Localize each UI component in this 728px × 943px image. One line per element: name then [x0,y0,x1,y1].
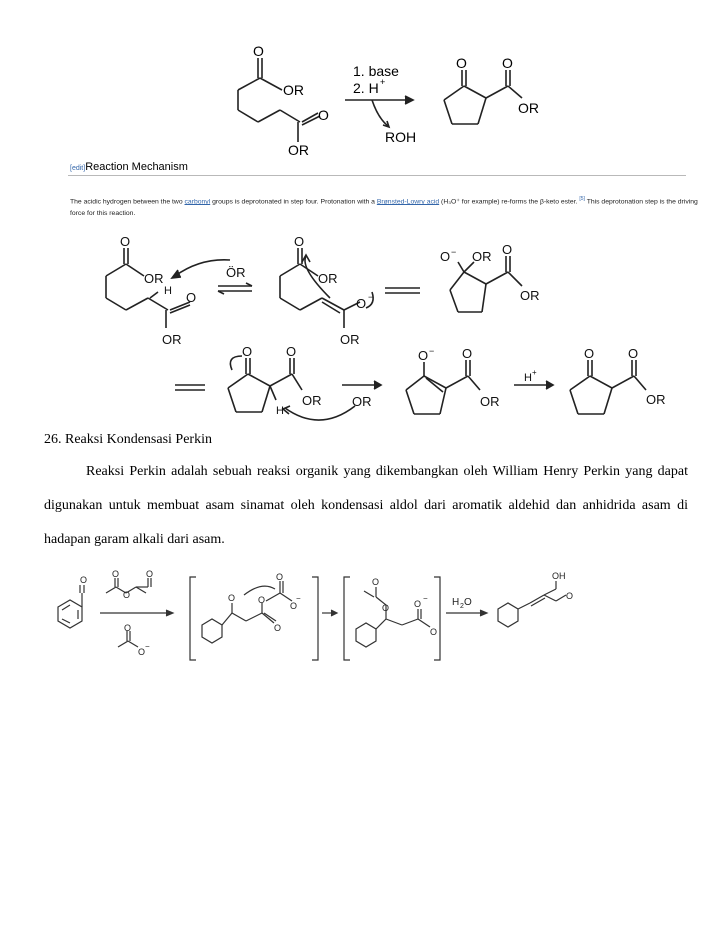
svg-text:O: O [120,234,131,249]
svg-text:O: O [112,569,120,579]
reactant-or-bottom: OR [288,142,309,158]
byproduct-roh: ROH [385,129,417,145]
svg-text:O: O [628,346,639,361]
perkin-reaction-scheme [0,565,728,675]
svg-text:O: O [228,593,236,603]
svg-text:−: − [423,594,428,603]
svg-text:OR: OR [520,288,540,303]
svg-text:O: O [502,242,513,257]
edit-link[interactable]: [edit] [70,165,86,172]
reactant-o-top: O [253,43,264,59]
section-paragraph: Reaksi Perkin adalah sebuah reaksi organik yang dikembangkan oleh William Henry Perkin yang dapat digunakan untuk membuat asam sinamat oleh kondensasi aldol dari aromatik aldehid dan anhidrida asam di hadapan garam alkali dari asam. [44,464,688,547]
conditions-line1: 1. base [353,63,399,79]
dieckmann-overview-scheme [0,0,728,160]
svg-text:−: − [296,594,301,603]
svg-text:O: O [440,249,451,264]
wiki-heading: Reaction Mechanism [85,161,188,173]
svg-text:O: O [138,647,146,657]
svg-text:OR: OR [480,394,500,409]
svg-text:OR: OR [352,394,372,409]
product-o-ester: O [502,55,513,71]
svg-text:−: − [368,292,374,302]
conditions-line2: 2. H [353,80,379,96]
svg-text:−: − [429,346,435,356]
svg-text:OR: OR [144,271,164,286]
svg-text:O: O [258,595,266,605]
section-title: 26. Reaksi Kondensasi Perkin [44,432,212,447]
svg-text:O: O [414,599,422,609]
link-bronsted-lowry-acid[interactable]: Brønsted-Lowry acid [376,198,440,206]
svg-text:O: O [356,296,367,311]
conditions-sup: + [380,77,386,87]
svg-text:2: 2 [460,603,464,610]
svg-text:ÖR: ÖR [226,265,246,280]
svg-text:+: + [532,368,537,377]
link-carbonyl[interactable]: carbonyl [184,198,211,206]
svg-text:OR: OR [162,332,182,347]
svg-text:O: O [372,577,380,587]
wiki-paragraph: The acidic hydrogen between the two carbonyl groups is deprotonated in step four. Protonation with a Brønsted-Lowry acid (H₃O⁺ for example) re-forms the β-keto ester. [5] This deprotonation step is the driving force for this reaction. [70,196,698,218]
svg-text:O: O [286,344,297,359]
product-o-ring: O [456,55,467,71]
svg-text:O: O [430,627,438,637]
reactant-o-bottom: O [318,107,329,123]
dieckmann-mechanism-scheme [0,228,728,428]
product-or: OR [518,100,539,116]
reference-mark[interactable]: [5] [579,196,585,202]
svg-text:O: O [464,597,472,608]
svg-text:H: H [524,372,532,384]
svg-text:O: O [123,590,131,600]
svg-text:H: H [276,405,284,417]
svg-text:O: O [418,348,429,363]
reactant-or-top: OR [283,82,304,98]
svg-text:OR: OR [318,271,338,286]
svg-text:−: − [451,247,457,257]
svg-text:OR: OR [646,392,666,407]
svg-text:O: O [274,623,282,633]
svg-text:O: O [124,623,132,633]
water-label: H [452,597,460,608]
svg-text:O: O [80,575,88,585]
svg-text:OR: OR [302,393,322,408]
svg-text:O: O [566,591,574,601]
svg-text:O: O [584,346,595,361]
svg-text:O: O [462,346,473,361]
svg-text:OH: OH [552,571,566,581]
svg-text:O: O [382,603,390,613]
wiki-heading-row [70,157,188,175]
svg-text:−: − [145,642,150,651]
heading-divider [68,175,686,176]
svg-text:O: O [242,344,253,359]
svg-text:H: H [164,285,172,297]
svg-text:OR: OR [340,332,360,347]
svg-text:OR: OR [472,249,492,264]
svg-text:O: O [186,290,197,305]
svg-text:O: O [276,572,284,582]
svg-text:O: O [290,601,298,611]
svg-text:O: O [146,569,154,579]
svg-text:O: O [294,234,305,249]
